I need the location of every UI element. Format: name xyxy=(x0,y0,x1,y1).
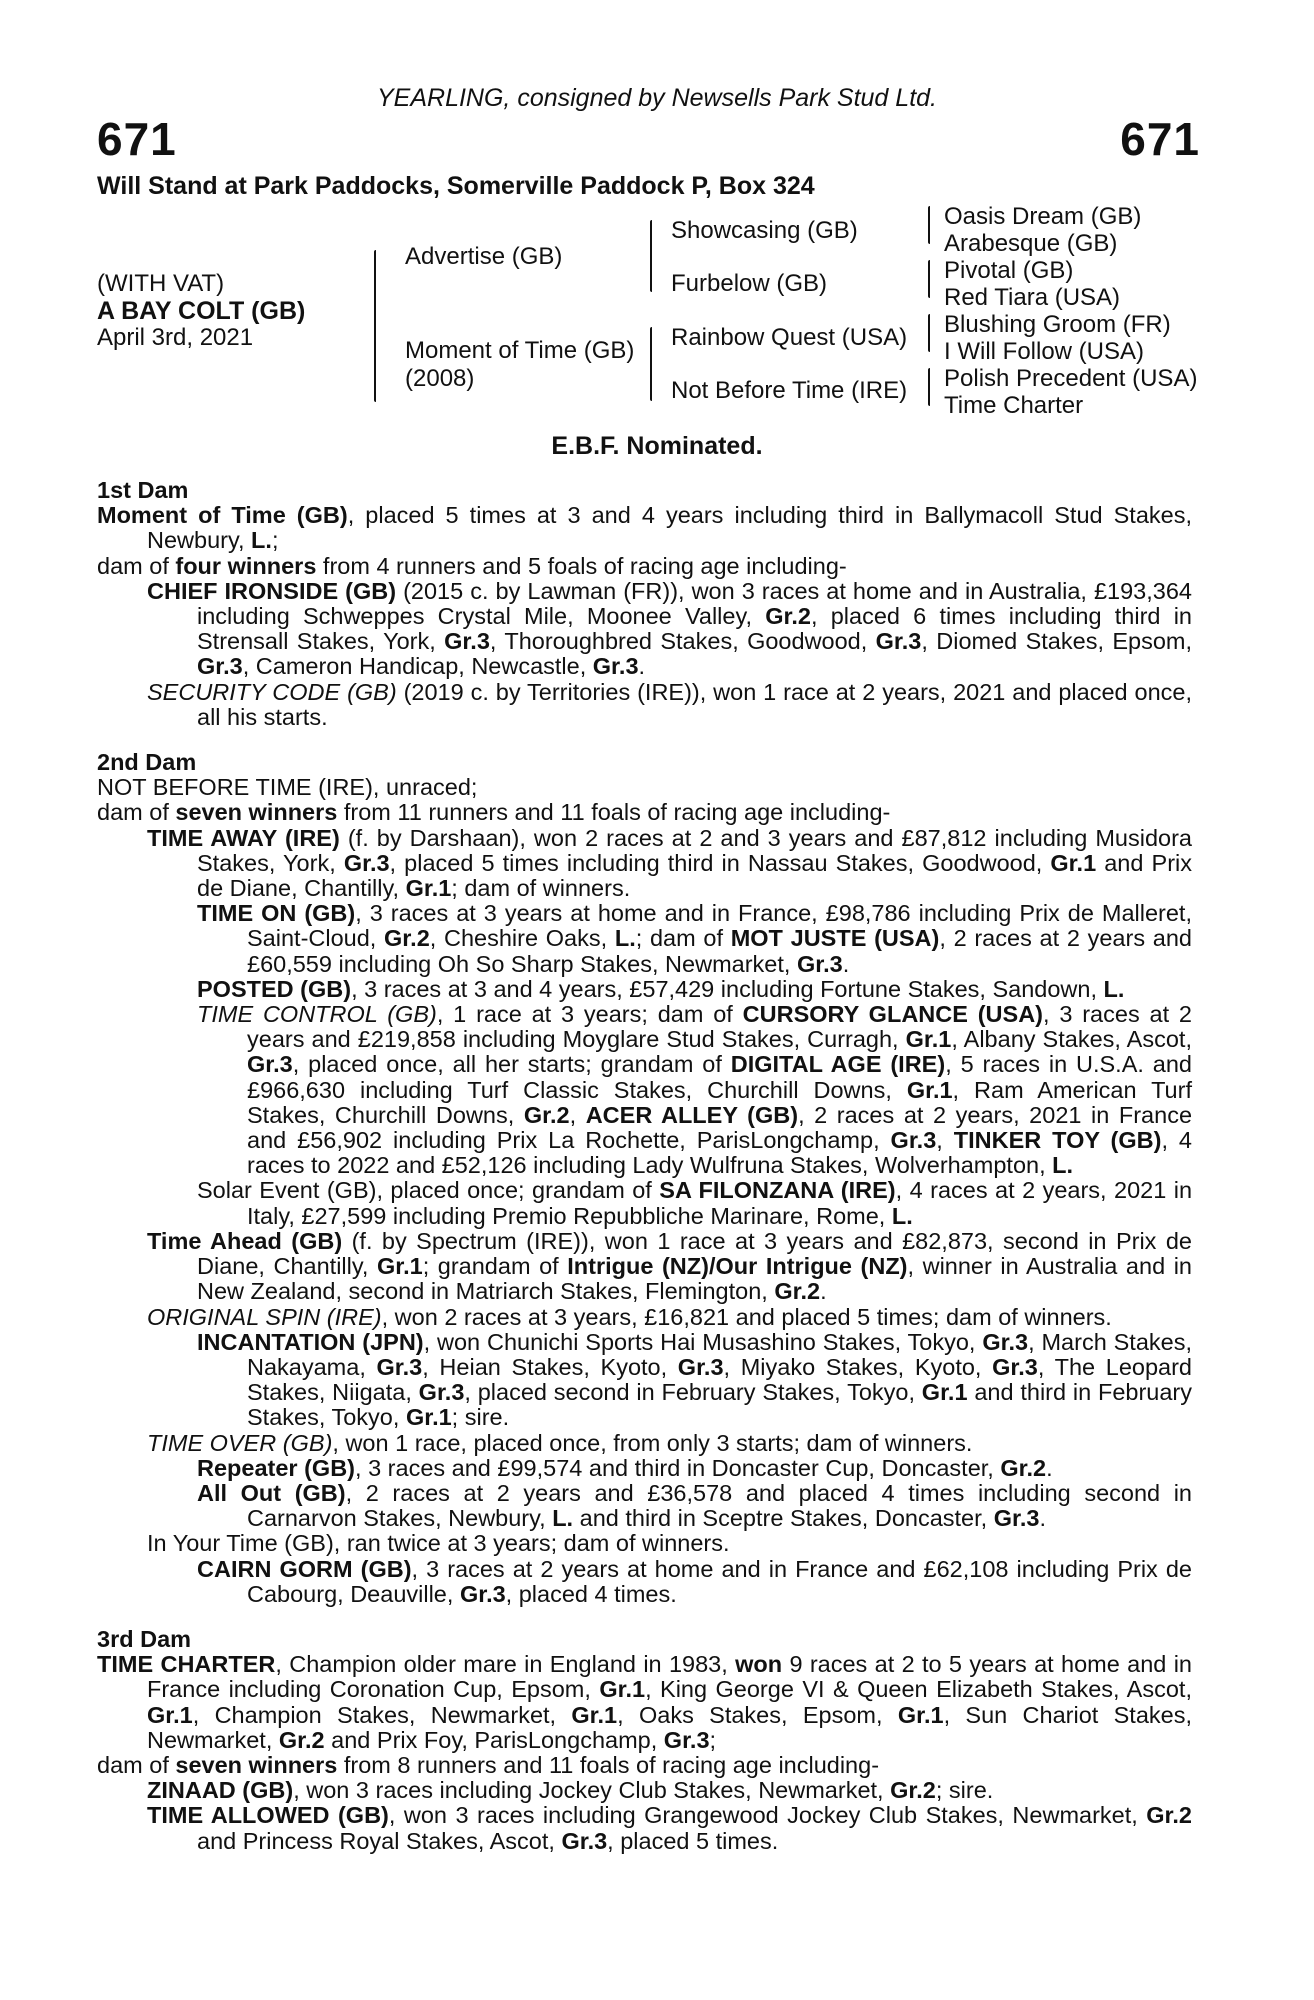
lot-number-right: 671 xyxy=(1120,113,1200,165)
pedigree-entry: Time Ahead (GB) (f. by Spectrum (IRE)), won 1 race at 3 years and £82,873, second in Prix de Diane, Chantilly, Gr.1; grandam of Intrigue (NZ)/Our Intrigue (NZ), winner in Australia and in New Zealand, second in Matriarch Stakes, Flemington, Gr.2. xyxy=(147,1227,1192,1305)
pedigree-brace-ggp4 xyxy=(928,368,930,406)
pedigree-entry: dam of four winners from 4 runners and 5 foals of racing age including- xyxy=(97,552,847,579)
vat-note: (WITH VAT) xyxy=(97,270,225,297)
pedigree-sire-dam: Furbelow (GB) xyxy=(671,270,828,297)
pedigree-entry: dam of seven winners from 8 runners and 11 foals of racing age including- xyxy=(97,1751,880,1778)
lot-number-left: 671 xyxy=(97,113,177,165)
pedigree-dam-year: (2008) xyxy=(405,365,475,392)
pedigree-brace-dam xyxy=(650,327,652,401)
pedigree-ggp: Time Charter xyxy=(944,392,1084,419)
pedigree-entry: POSTED (GB), 3 races at 3 and 4 years, £57,429 including Fortune Stakes, Sandown, L. xyxy=(197,975,1125,1002)
pedigree-ggp: I Will Follow (USA) xyxy=(944,338,1145,365)
pedigree-entry: Solar Event (GB), placed once; grandam of SA FILONZANA (IRE), 4 races at 2 years, 2021 in Italy, £27,599 including Premio Repubbliche Marinare, Rome, L. xyxy=(197,1177,1193,1229)
section-heading: 3rd Dam xyxy=(97,1625,192,1652)
pedigree-entry: CHIEF IRONSIDE (GB) (2015 c. by Lawman (FR)), won 3 races at home and in Australia, £193,364 including Schweppes Crystal Mile, Moonee Valley, Gr.2, placed 6 times including third in Strensall Stakes, York, Gr.3, Thoroughbred Stakes, Goodwood, Gr.3, Diomed Stakes, Epsom, Gr.3, Cameron Handicap, Newcastle, Gr.3. xyxy=(147,577,1193,680)
ebf-nomination: E.B.F. Nominated. xyxy=(551,432,763,460)
pedigree-entry: All Out (GB), 2 races at 2 years and £36,578 and placed 4 times including second in Carnarvon Stakes, Newbury, L. and third in Sceptre Stakes, Doncaster, Gr.3. xyxy=(197,1479,1192,1532)
pedigree-entry: TIME AWAY (IRE) (f. by Darshaan), won 2 races at 2 and 3 years and £87,812 including Musidora Stakes, York, Gr.3, placed 5 times including third in Nassau Stakes, Goodwood, Gr.1 and Prix de Diane, Chantilly, Gr.1; dam of winners. xyxy=(147,824,1192,902)
pedigree-entry: ZINAAD (GB), won 3 races including Jockey Club Stakes, Newmarket, Gr.2; sire. xyxy=(147,1777,994,1804)
pedigree-sire: Advertise (GB) xyxy=(405,243,563,270)
section-heading: 2nd Dam xyxy=(97,749,197,776)
pedigree-dam-sire: Rainbow Quest (USA) xyxy=(671,324,908,351)
pedigree-entry: Repeater (GB), 3 races and £99,574 and third in Doncaster Cup, Doncaster, Gr.2. xyxy=(197,1454,1053,1481)
pedigree-dam: Moment of Time (GB) xyxy=(405,337,635,364)
pedigree-entry: SECURITY CODE (GB) (2019 c. by Territories (IRE)), won 1 race at 2 years, 2021 and placed once, all his starts. xyxy=(147,678,1192,730)
stand-location: Will Stand at Park Paddocks, Somerville Paddock P, Box 324 xyxy=(97,172,815,200)
pedigree-entry: TIME CHARTER, Champion older mare in England in 1983, won 9 races at 2 to 5 years at home and in France including Coronation Cup, Epsom, Gr.1, King George VI & Queen Elizabeth Stakes, Ascot, Gr.1, Champion Stakes, Newmarket, Gr.1, Oaks Stakes, Epsom, Gr.1, Sun Chariot Stakes, Newmarket, Gr.2 and Prix Foy, ParisLongchamp, Gr.3; xyxy=(97,1651,1192,1753)
pedigree-entry: dam of seven winners from 11 runners and 11 foals of racing age including- xyxy=(97,799,891,826)
pedigree-brace-ggp1 xyxy=(928,206,930,244)
pedigree-entry: TIME OVER (GB), won 1 race, placed once, from only 3 starts; dam of winners. xyxy=(147,1429,973,1456)
foaling-date: April 3rd, 2021 xyxy=(97,324,254,351)
pedigree-entry: NOT BEFORE TIME (IRE), unraced; xyxy=(97,774,478,801)
pedigree-brace-ggp2 xyxy=(928,260,930,298)
pedigree-entry: Moment of Time (GB), placed 5 times at 3 and 4 years including third in Ballymacoll Stud Stakes, Newbury, L.; xyxy=(97,502,1192,554)
pedigree-entry: TIME ALLOWED (GB), won 3 races including Grangewood Jockey Club Stakes, Newmarket, Gr.2 and Princess Royal Stakes, Ascot, Gr.3, placed 5 times. xyxy=(147,1802,1192,1854)
pedigree-brace-sire xyxy=(650,220,652,292)
pedigree-entry: TIME ON (GB), 3 races at 3 years at home and in France, £98,786 including Prix de Malleret, Saint-Cloud, Gr.2, Cheshire Oaks, L.; dam of MOT JUSTE (USA), 2 races at 2 years and £60,559 including Oh So Sharp Stakes, Newmarket, Gr.3. xyxy=(197,900,1192,977)
pedigree-entry: In Your Time (GB), ran twice at 3 years; dam of winners. xyxy=(147,1530,730,1557)
pedigree-ggp: Oasis Dream (GB) xyxy=(944,203,1142,230)
pedigree-entry: CAIRN GORM (GB), 3 races at 2 years at home and in France and £62,108 including Prix de Cabourg, Deauville, Gr.3, placed 4 times. xyxy=(197,1555,1192,1607)
pedigree-ggp: Pivotal (GB) xyxy=(944,257,1074,284)
pedigree-ggp: Arabesque (GB) xyxy=(944,230,1118,257)
pedigree-entry: INCANTATION (JPN), won Chunichi Sports Hai Musashino Stakes, Tokyo, Gr.3, March Stakes, Nakayama, Gr.3, Heian Stakes, Kyoto, Gr.3, Miyako Stakes, Kyoto, Gr.3, The Leopard Stakes, Niigata, Gr.3, placed second in February Stakes, Tokyo, Gr.1 and third in February Stakes, Tokyo, Gr.1; sire. xyxy=(197,1328,1193,1431)
pedigree-sire-sire: Showcasing (GB) xyxy=(671,217,858,244)
pedigree-brace-ggp3 xyxy=(928,314,930,352)
pedigree-ggp: Red Tiara (USA) xyxy=(944,284,1121,311)
pedigree-brace-parents xyxy=(374,250,376,402)
section-heading: 1st Dam xyxy=(97,477,189,503)
pedigree-ggp: Polish Precedent (USA) xyxy=(944,365,1198,392)
consignment-line: YEARLING, consigned by Newsells Park Stud Ltd. xyxy=(377,84,937,112)
pedigree-entry: TIME CONTROL (GB), 1 race at 3 years; dam of CURSORY GLANCE (USA), 3 races at 2 years and £219,858 including Moyglare Stud Stakes, Curragh, Gr.1, Albany Stakes, Ascot, Gr.3, placed once, all her starts; grandam of DIGITAL AGE (IRE), 5 races in U.S.A. and £966,630 including Turf Classic Stakes, Churchill Downs, Gr.1, Ram American Turf Stakes, Churchill Downs, Gr.2, ACER ALLEY (GB), 2 races at 2 years, 2021 in France and £56,902 including Prix La Rochette, ParisLongchamp, Gr.3, TINKER TOY (GB), 4 races to 2022 and £52,126 including Lady Wulfruna Stakes, Wolverhampton, L. xyxy=(197,1001,1193,1179)
catalogue-body xyxy=(97,478,1192,1854)
pedigree-dam-dam: Not Before Time (IRE) xyxy=(671,377,908,404)
pedigree-ggp: Blushing Groom (FR) xyxy=(944,311,1171,338)
horse-name: A BAY COLT (GB) xyxy=(97,297,306,325)
pedigree-entry: ORIGINAL SPIN (IRE), won 2 races at 3 years, £16,821 and placed 5 times; dam of winners. xyxy=(147,1303,1112,1330)
